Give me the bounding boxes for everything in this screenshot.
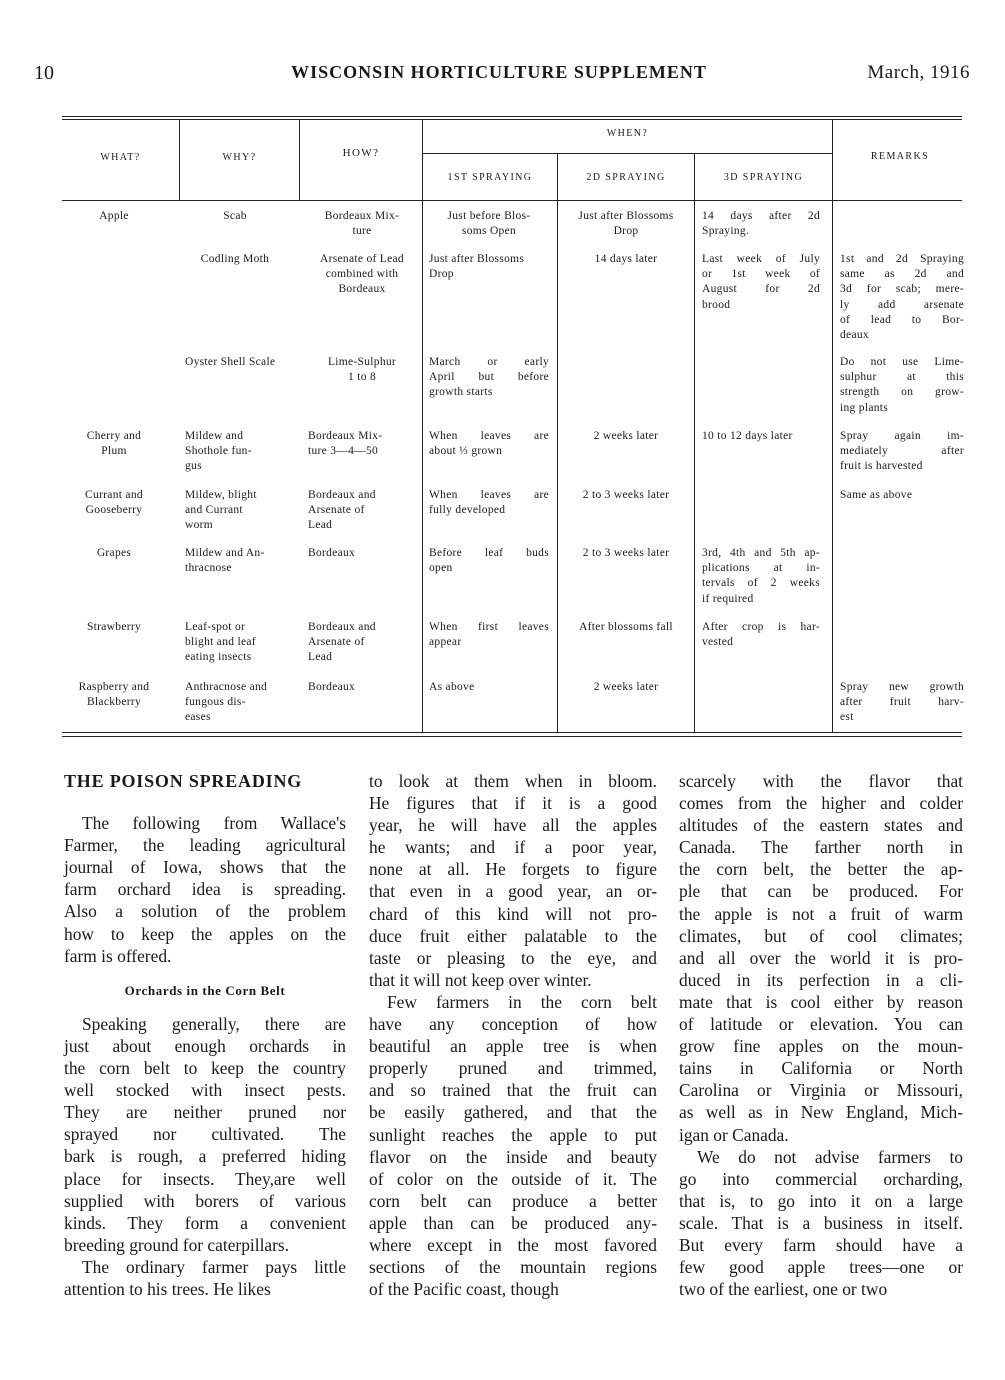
cell-first-row-6: When first leaves appear (429, 621, 549, 649)
article-column-3 (679, 770, 963, 1300)
cell-how-row-6: Bordeaux and Arsenate of Lead (308, 621, 376, 664)
cell-remarks-row-3: Spray again im- mediately after fruit is harvested (840, 430, 964, 473)
cell-first-row-3: When leaves are about ⅓ grown (429, 430, 549, 458)
cell-how-row-7: Bordeaux (308, 681, 356, 693)
cell-third-row-1: Last week of July or 1st week of August for 2d brood (702, 253, 820, 311)
article-paragraph-2-start: The ordinary farmer pays little attention to his trees. He likes (64, 1256, 346, 1299)
cell-remarks-row-4: Same as above (840, 489, 913, 501)
cell-how-row-2: Lime-Sulphur 1 to 8 (327, 356, 397, 384)
table-bottom-rule (62, 732, 962, 733)
cell-what-row-0: Apple (99, 210, 129, 222)
col-sep-2 (299, 120, 300, 200)
cell-second-row-1: 14 days later (594, 253, 658, 265)
article-subheading: Orchards in the Corn Belt (124, 982, 286, 998)
issue-date: March, 1916 (867, 62, 970, 83)
article-paragraph-3-start: Few farmers in the corn belt have any conception of how beautiful an apple tree is when properly pruned and trimmed, and so trained that the fruit can be easily gathered, and that the sunlight reaches the apple to put flavor on the inside and beauty of color on the outside of it. The corn belt can produce a better apple than can be produced any- where except in the most favored sections of the mountain regions of the Pacific coast, though (369, 991, 657, 1300)
cell-first-row-4: When leaves are fully developed (429, 489, 549, 517)
article-paragraph-2-cont: to look at them when in bloom. He figures that if it is a good year, he will have all the apples he wants; and if a poor year, none at all. He forgets to figure that even in a good year, an or- chard of this kind will not pro- duce fruit either palatable to the taste or pleasing to the eye, and that it will not keep over winter. (369, 771, 657, 990)
when-subheader-rule (423, 153, 832, 154)
header-why: WHY? (222, 152, 257, 163)
header-when: WHEN? (606, 128, 649, 139)
page-number: 10 (34, 62, 54, 84)
cell-how-row-1: Arsenate of Lead combined with Bordeaux (320, 253, 404, 296)
header-how: HOW? (342, 147, 380, 159)
cell-how-row-5: Bordeaux (308, 547, 356, 559)
article-paragraph-3-cont: scarcely with the flavor that comes from the higher and colder altitudes of the eastern states and Canada. The farther north in the corn belt, the better the ap- ple that can be produced. For the apple is not a fruit of warm climates, but of cool climates; and all over the world it is pro- duced in its perfection in a cli- mate that is cool either by reason of latitude or elevation. You can grow fine apples on the moun- tains in California or North Carolina or Virginia or Missouri, as well as in New England, Mich- igan or Canada. (679, 771, 963, 1145)
cell-how-row-0: Bordeaux Mix- ture (324, 210, 400, 238)
col-sep-6 (832, 120, 833, 732)
cell-third-row-6: After crop is har- vested (702, 621, 820, 649)
header-remarks: REMARKS (870, 151, 930, 162)
cell-second-row-0: Just after Blossoms Drop (578, 210, 674, 238)
cell-remarks-row-2: Do not use Lime- sulphur at this strength on grow- ing plants (840, 356, 964, 414)
cell-what-row-4: Currant and Gooseberry (85, 489, 143, 517)
cell-how-row-4: Bordeaux and Arsenate of Lead (308, 489, 376, 532)
page-header (34, 62, 970, 92)
col-sep-5 (694, 153, 695, 732)
cell-why-row-4: Mildew, blight and Currant worm (185, 489, 257, 532)
cell-second-row-5: 2 to 3 weeks later (582, 547, 670, 559)
cell-remarks-row-7: Spray new growth after fruit harv- est (840, 681, 964, 724)
cell-what-row-3: Cherry and Plum (86, 430, 142, 458)
header-first-spraying: 1ST SPRAYING (447, 172, 533, 183)
header-third-spraying: 3D SPRAYING (723, 172, 804, 183)
cell-second-row-4: 2 to 3 weeks later (582, 489, 670, 501)
article-paragraph-4: We do not advise farmers to go into commercial orcharding, that is, to go into it on a large scale. That is a business in itself. But every farm should have a few good apple trees—one or two of the earliest, one or two (679, 1146, 963, 1300)
article-column-2 (369, 770, 657, 1300)
cell-why-row-5: Mildew and An- thracnose (185, 547, 265, 575)
cell-why-row-7: Anthracnose and fungous dis- eases (185, 681, 268, 724)
cell-second-row-7: 2 weeks later (593, 681, 659, 693)
col-sep-3 (422, 120, 423, 732)
article-paragraph-1: Speaking generally, there are just about enough orchards in the corn belt to keep the country well stocked with insect pests. They are neither pruned nor sprayed nor cultivated. The bark is rough, a preferred hiding place for insects. They,are well supplied with borers of various kinds. They form a convenient breeding ground for caterpillars. (64, 1013, 346, 1255)
table-top-rule (62, 116, 962, 117)
table-top-rule-2 (62, 119, 962, 120)
cell-first-row-5: Before leaf buds open (429, 547, 549, 575)
cell-how-row-3: Bordeaux Mix- ture 3—4—50 (308, 430, 383, 458)
article-title: THE POISON SPREADING (64, 771, 303, 791)
cell-why-row-0: Scab (223, 210, 247, 222)
table-header-rule (62, 200, 962, 201)
cell-first-row-1: Just after Blossoms Drop (429, 253, 525, 281)
col-sep-4 (557, 153, 558, 732)
cell-what-row-6: Strawberry (86, 621, 142, 633)
cell-third-row-5: 3rd, 4th and 5th ap- plications at in- tervals of 2 weeks if required (702, 547, 820, 605)
cell-second-row-6: After blossoms fall (579, 621, 673, 633)
cell-first-row-2: March or early April but before growth starts (429, 356, 549, 399)
table-bottom-rule-2 (62, 736, 962, 737)
cell-why-row-3: Mildew and Shothole fun- gus (185, 430, 252, 473)
article-intro: The following from Wallace's Farmer, the leading agricultural journal of Iowa, shows that the farm orchard idea is spreading. Also a solution of the problem how to keep the apples on the farm is offered. (64, 813, 346, 966)
publication-title: WISCONSIN HORTICULTURE SUPPLEMENT (291, 62, 707, 82)
cell-third-row-0: 14 days after 2d Spraying. (702, 210, 820, 238)
cell-remarks-row-1: 1st and 2d Spraying same as 2d and 3d for scab; mere- ly add arsenate of lead to Bor- deaux (840, 253, 964, 342)
cell-first-row-7: As above (429, 681, 475, 693)
cell-why-row-1: Codling Moth (200, 253, 270, 265)
cell-what-row-5: Grapes (96, 547, 132, 559)
header-second-spraying: 2D SPRAYING (586, 172, 666, 183)
header-what: WHAT? (100, 152, 141, 163)
cell-first-row-0: Just before Blos- soms Open (447, 210, 531, 238)
article-column-1 (64, 770, 346, 1300)
cell-third-row-3: 10 to 12 days later (702, 430, 793, 442)
cell-second-row-3: 2 weeks later (593, 430, 659, 442)
cell-why-row-2: Oyster Shell Scale (185, 356, 276, 368)
cell-why-row-6: Leaf-spot or blight and leaf eating insects (185, 621, 256, 664)
cell-what-row-7: Raspberry and Blackberry (78, 681, 150, 709)
